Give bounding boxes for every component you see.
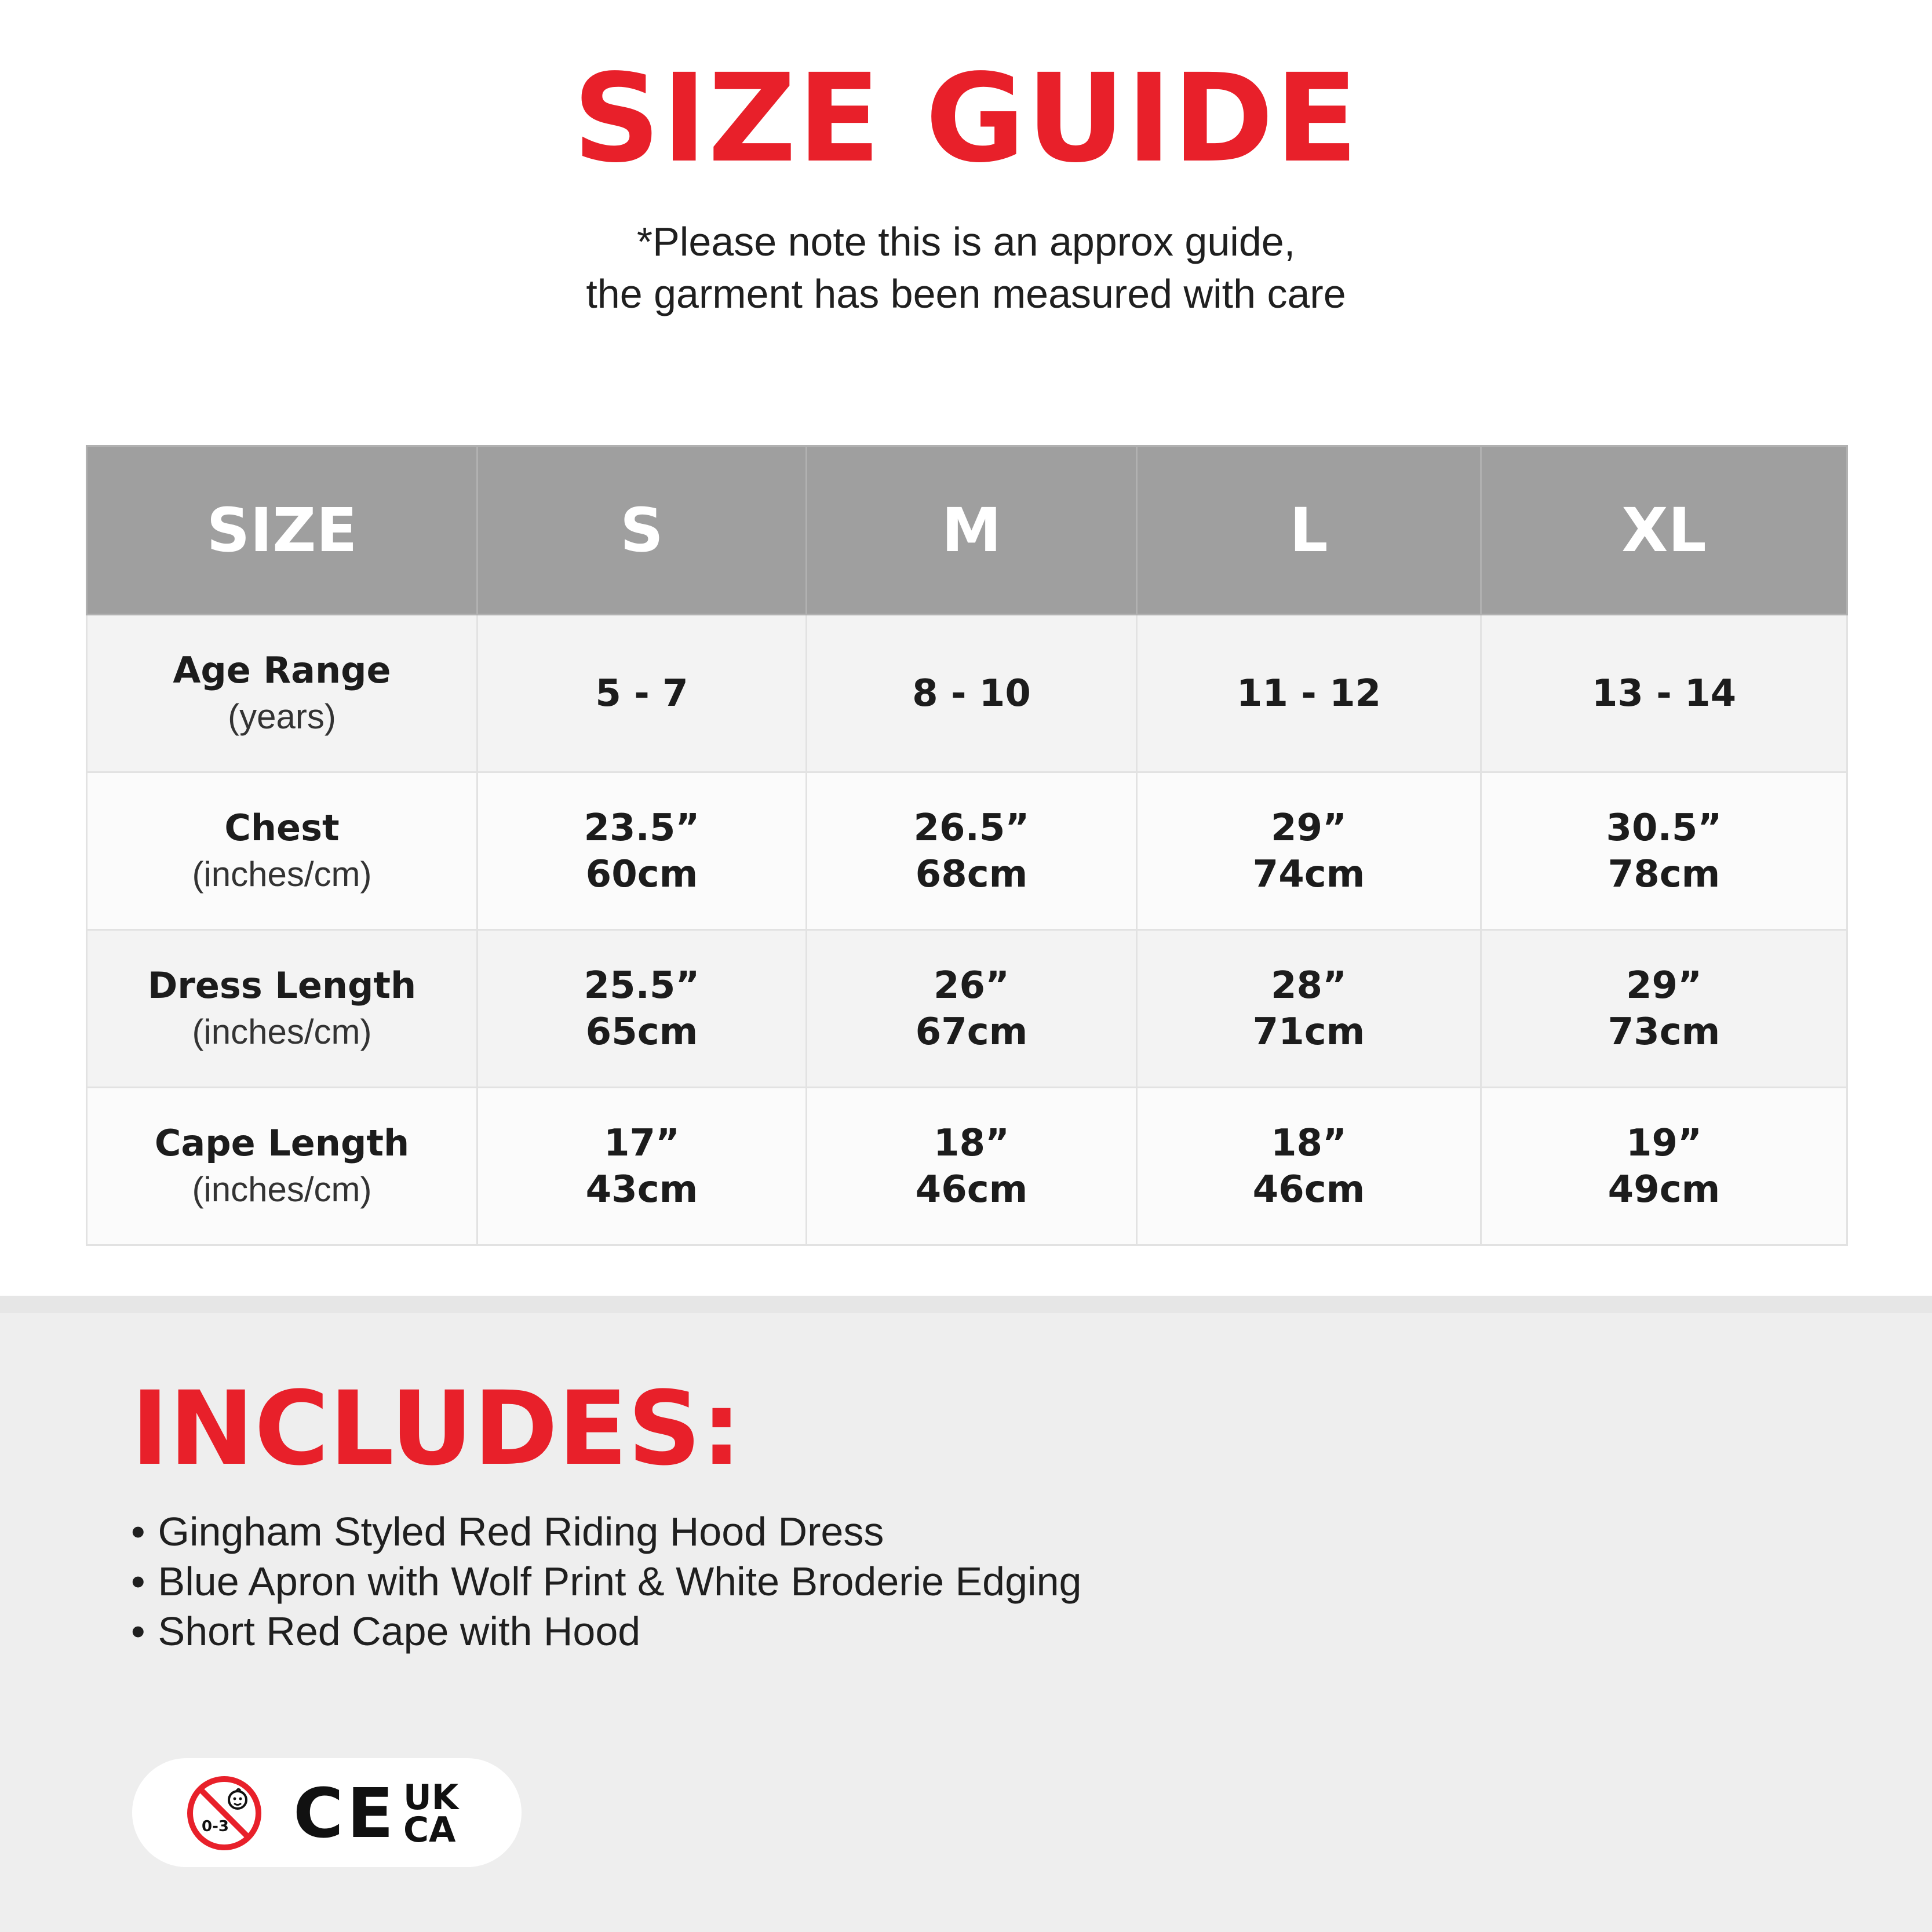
no-under-3-icon xyxy=(185,1774,263,1852)
table-row-cape-length xyxy=(87,1088,1847,1245)
table-cell xyxy=(1481,615,1847,772)
cell-inches: 29” xyxy=(1625,964,1703,1007)
row-label xyxy=(87,615,477,772)
row-label-unit: (years) xyxy=(228,697,336,736)
cell-cm: 65cm xyxy=(585,1010,698,1054)
cell-cm: 78cm xyxy=(1607,852,1720,896)
note-line-2: the garment has been measured with care xyxy=(586,271,1346,316)
size-note xyxy=(0,216,1932,320)
table-cell xyxy=(477,1088,807,1245)
table-row-dress-length xyxy=(87,930,1847,1088)
row-label-main: Chest xyxy=(224,806,340,849)
cell-inches: 23.5” xyxy=(584,806,700,850)
row-label-unit: (inches/cm) xyxy=(192,1169,372,1209)
header-s: S xyxy=(477,446,807,615)
cell-value: 11 - 12 xyxy=(1236,672,1381,715)
includes-title: INCLUDES: xyxy=(131,1369,742,1488)
cell-inches: 26” xyxy=(933,964,1010,1007)
cell-inches: 18” xyxy=(1270,1121,1347,1165)
table-cell xyxy=(477,930,807,1088)
cell-inches: 17” xyxy=(603,1121,680,1165)
table-row-chest xyxy=(87,772,1847,930)
header-xl: XL xyxy=(1481,446,1847,615)
cell-cm: 74cm xyxy=(1252,852,1365,896)
cell-value: 13 - 14 xyxy=(1591,672,1737,715)
table-cell xyxy=(807,930,1137,1088)
table-cell xyxy=(1137,772,1481,930)
table-cell xyxy=(1137,1088,1481,1245)
cell-cm: 71cm xyxy=(1252,1010,1365,1054)
row-label xyxy=(87,1088,477,1245)
cell-cm: 73cm xyxy=(1607,1010,1720,1054)
header-size: SIZE xyxy=(87,446,477,615)
row-label xyxy=(87,772,477,930)
table-cell xyxy=(477,772,807,930)
size-header-row xyxy=(87,446,1847,615)
table-cell xyxy=(1137,930,1481,1088)
cell-inches: 30.5” xyxy=(1606,806,1722,850)
cell-inches: 29” xyxy=(1270,806,1347,850)
ce-mark: CE xyxy=(293,1773,398,1853)
ukca-mark xyxy=(403,1777,459,1850)
row-label xyxy=(87,930,477,1088)
table-cell xyxy=(477,615,807,772)
row-label-unit: (inches/cm) xyxy=(192,854,372,894)
note-line-1: *Please note this is an approx guide, xyxy=(636,219,1296,264)
cell-inches: 18” xyxy=(933,1121,1010,1165)
cell-cm: 49cm xyxy=(1607,1168,1720,1211)
cell-cm: 46cm xyxy=(1252,1168,1365,1211)
table-cell xyxy=(807,615,1137,772)
row-label-main: Dress Length xyxy=(147,964,417,1007)
page-title: SIZE GUIDE xyxy=(573,48,1359,189)
cell-cm: 43cm xyxy=(585,1168,698,1211)
row-label-main: Cape Length xyxy=(154,1121,410,1164)
list-item: • Short Red Cape with Hood xyxy=(131,1606,1081,1656)
table-cell xyxy=(1137,615,1481,772)
includes-list xyxy=(131,1507,1081,1656)
table-cell xyxy=(1481,772,1847,930)
cell-cm: 60cm xyxy=(585,852,698,896)
table-cell xyxy=(807,772,1137,930)
list-item: • Gingham Styled Red Riding Hood Dress xyxy=(131,1507,1081,1556)
table-cell xyxy=(1481,930,1847,1088)
certification-badges xyxy=(132,1758,522,1867)
row-label-main: Age Range xyxy=(173,648,391,691)
size-table xyxy=(86,445,1848,1246)
row-label-unit: (inches/cm) xyxy=(192,1012,372,1051)
ukca-line-2: CA xyxy=(403,1810,456,1850)
cell-value: 8 - 10 xyxy=(912,672,1031,715)
age-warning-label: 0-3 xyxy=(202,1818,229,1835)
cell-inches: 26.5” xyxy=(913,806,1030,850)
cell-value: 5 - 7 xyxy=(595,672,688,715)
list-item: • Blue Apron with Wolf Print & White Broderie Edging xyxy=(131,1556,1081,1606)
cell-inches: 25.5” xyxy=(584,964,700,1007)
ukca-line-1: UK xyxy=(403,1777,459,1818)
header-m: M xyxy=(807,446,1137,615)
cell-inches: 19” xyxy=(1625,1121,1703,1165)
cell-inches: 28” xyxy=(1270,964,1347,1007)
cell-cm: 68cm xyxy=(915,852,1028,896)
table-row-age-range xyxy=(87,615,1847,772)
header-l: L xyxy=(1137,446,1481,615)
table-cell xyxy=(807,1088,1137,1245)
table-cell xyxy=(1481,1088,1847,1245)
cell-cm: 67cm xyxy=(915,1010,1028,1054)
cell-cm: 46cm xyxy=(915,1168,1028,1211)
